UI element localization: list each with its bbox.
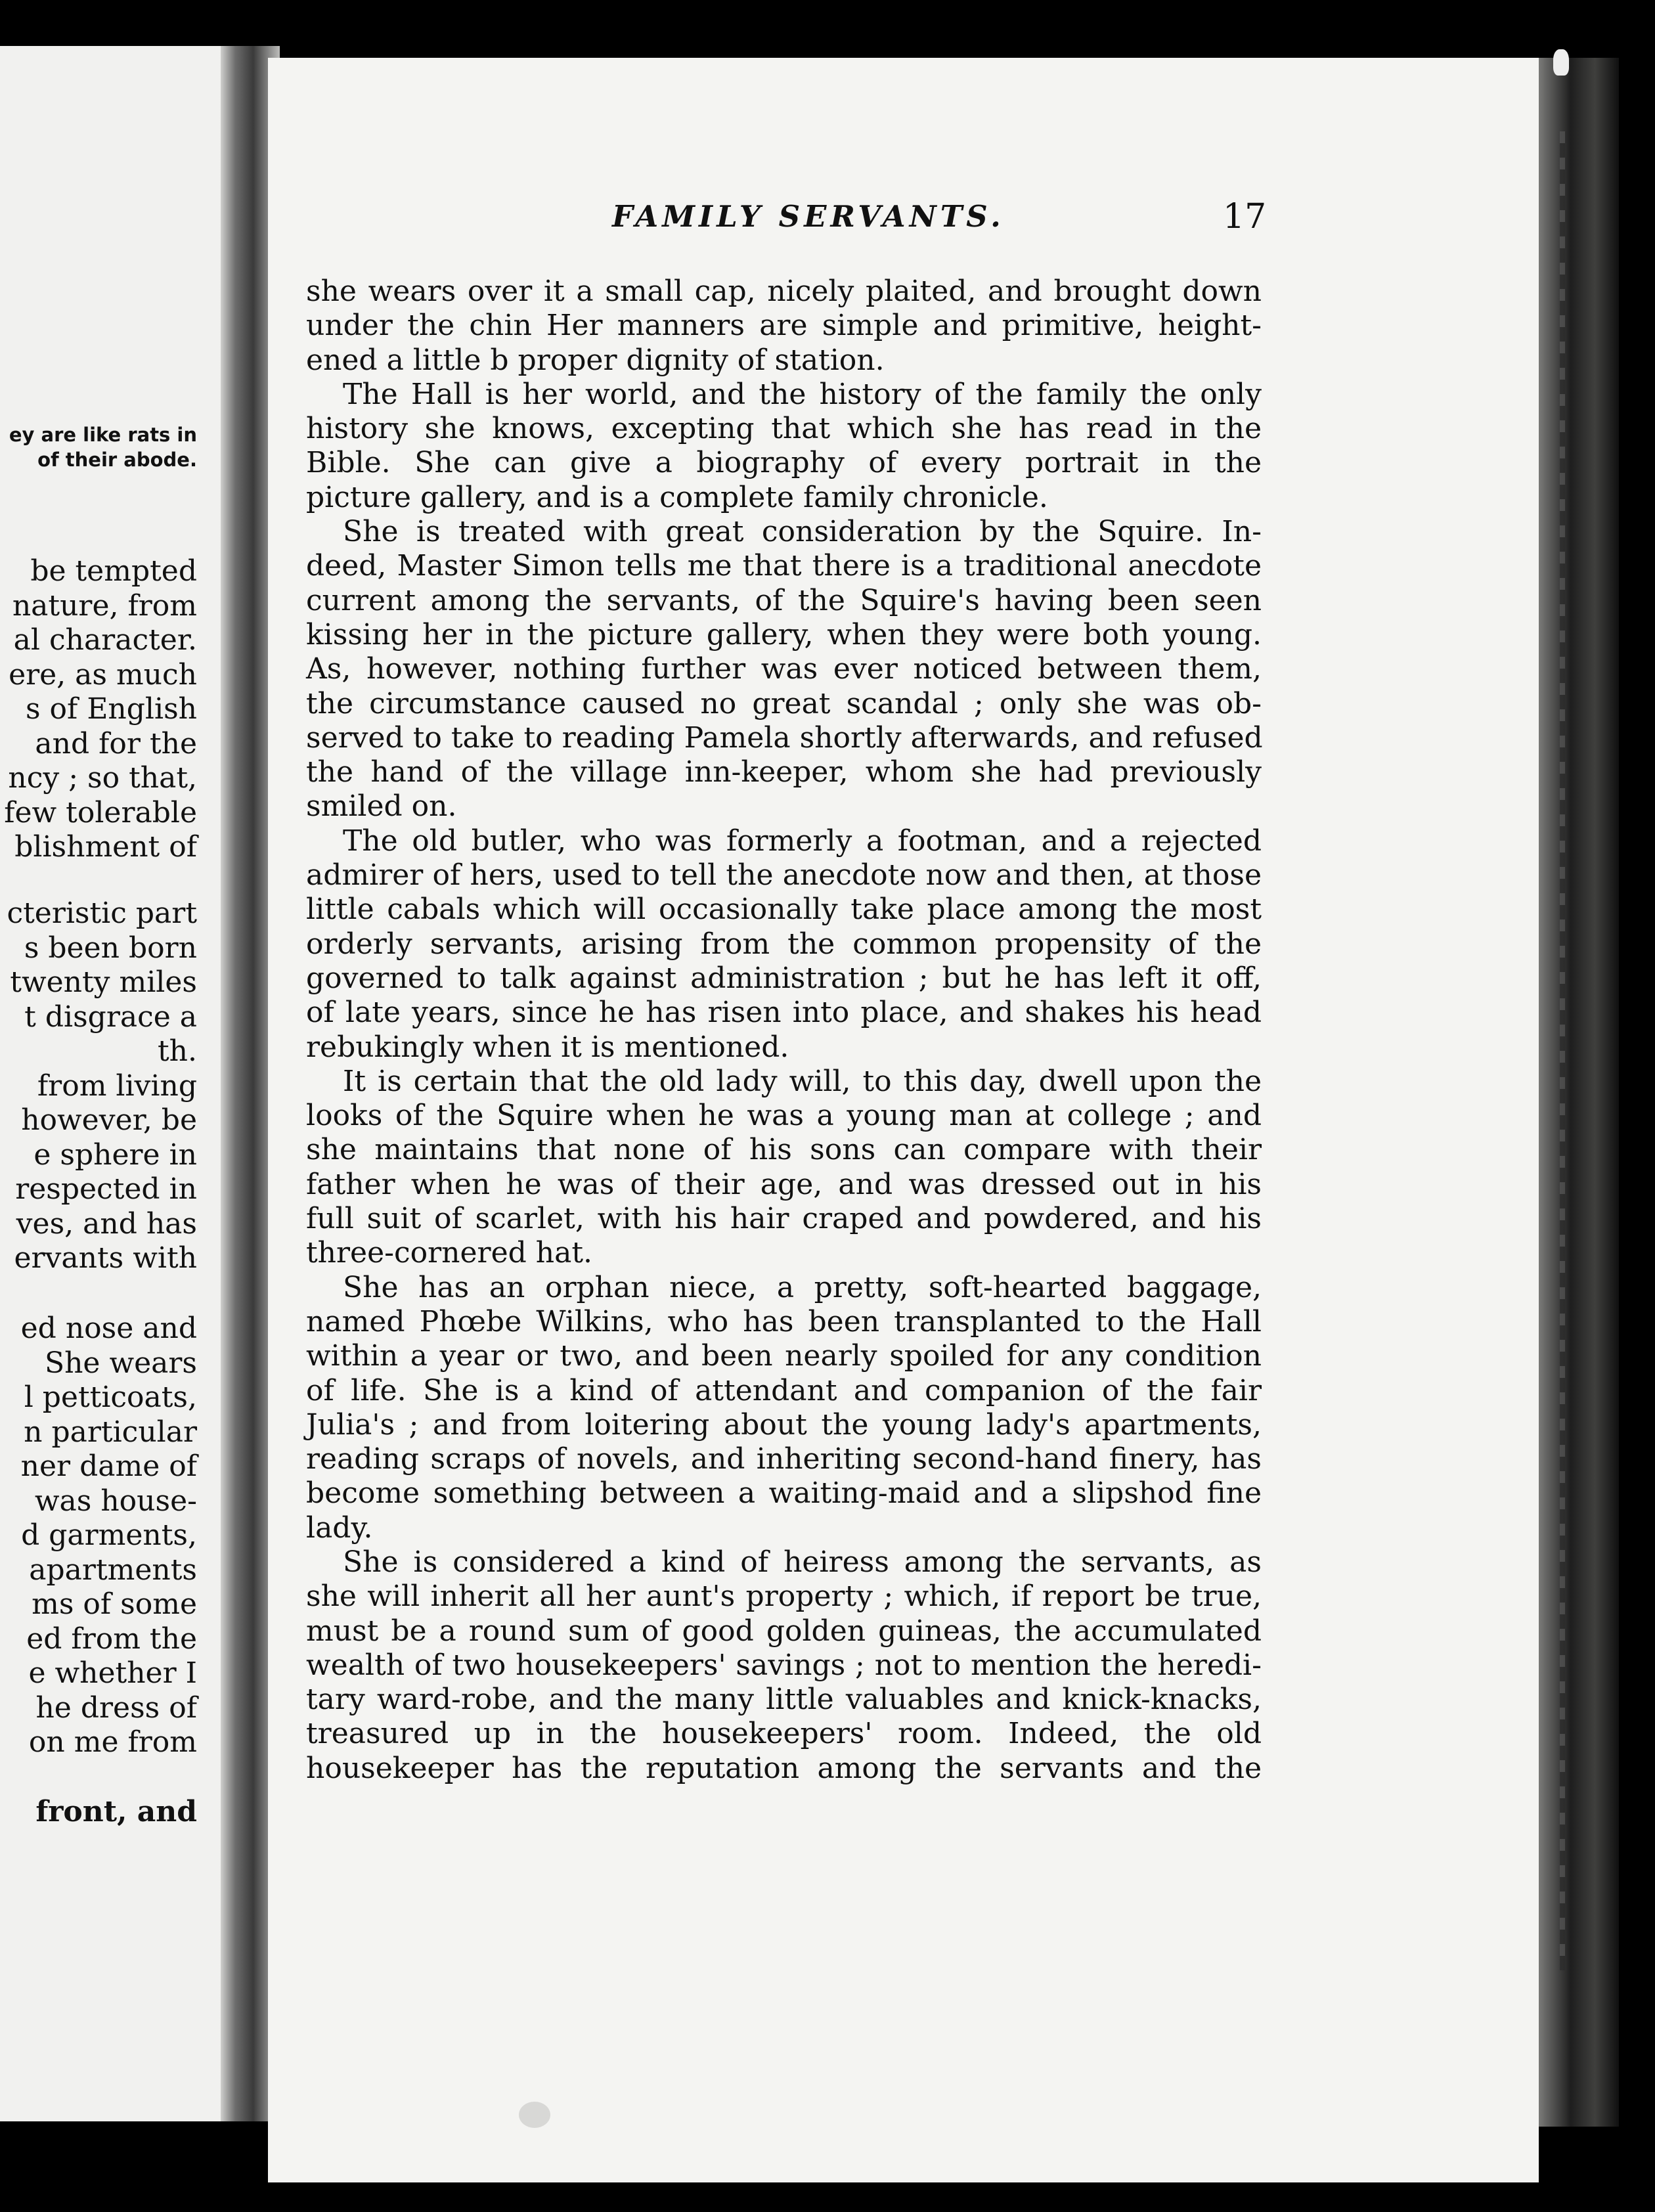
text-line: the circumstance caused no great scandal ; only she was ob- [306, 686, 1262, 720]
paragraph [306, 515, 1262, 824]
text-line: ened a little b proper dignity of station. [306, 343, 885, 377]
left-line: ed from the [26, 1622, 197, 1656]
text-line: full suit of scarlet, with his hair craped and powdered, and his [306, 1202, 1262, 1236]
left-line: respected in [15, 1172, 197, 1206]
text-line: reading scraps of novels, and inheriting second-hand finery, has [306, 1442, 1262, 1476]
text-line: orderly servants, arising from the common propensity of the [306, 927, 1262, 961]
text-line: lady. [306, 1511, 373, 1545]
left-line: l petticoats, [24, 1381, 197, 1414]
left-line: front, and [35, 1795, 197, 1828]
left-footnote-line: ey are like rats in [9, 424, 197, 446]
left-line: be tempted [30, 554, 197, 588]
left-line: from living [37, 1069, 197, 1103]
text-line: smiled on. [306, 789, 457, 824]
text-line: under the chin Her manners are simple and primitive, height- [306, 309, 1262, 343]
left-line: ervants with [14, 1241, 197, 1275]
text-line: named Phœbe Wilkins, who has been transplanted to the Hall [306, 1304, 1262, 1338]
left-line: ves, and has [16, 1206, 197, 1241]
page-number: 17 [1223, 197, 1267, 236]
page-edge-texture [1560, 131, 1565, 1970]
text-line: looks of the Squire when he was a young man at college ; and [306, 1099, 1262, 1133]
left-page [0, 46, 229, 2121]
text-line: wealth of two housekeepers' savings ; not to mention the heredi- [306, 1648, 1262, 1682]
text-line: of life. She is a kind of attendant and companion of the fair [306, 1373, 1262, 1407]
text-line: history she knows, excepting that which she has read in the [306, 412, 1262, 446]
scan-smudge [519, 2102, 550, 2128]
text-line: she maintains that none of his sons can compare with their [306, 1133, 1262, 1167]
left-line: ms of some [32, 1587, 197, 1621]
left-line: th. [157, 1034, 197, 1068]
left-line: ncy ; so that, [8, 761, 197, 795]
text-line: As, however, nothing further was ever noticed between them, [306, 652, 1262, 686]
left-line: d garments, [21, 1518, 197, 1552]
left-line: ere, as much [9, 657, 197, 692]
left-line: s been born [24, 931, 197, 965]
left-block-a [0, 554, 197, 865]
text-line: she wears over it a small cap, nicely plaited, and brought down [306, 275, 1262, 308]
paragraph [306, 378, 1262, 515]
left-line: on me from [28, 1725, 197, 1759]
left-line: nature, from [12, 588, 197, 623]
text-line: of late years, since he has risen into place, and shakes his head [306, 996, 1262, 1030]
left-line: n particular [24, 1415, 197, 1449]
text-line: within a year or two, and been nearly spoiled for any condition [306, 1339, 1262, 1373]
left-line: t disgrace a [24, 1000, 197, 1034]
text-line: rebukingly when it is mentioned. [306, 1030, 789, 1064]
left-line: e sphere in [33, 1138, 197, 1172]
text-line: She is considered a kind of heiress among the servants, as [343, 1545, 1262, 1579]
body-text [306, 275, 1262, 1786]
left-line: and for the [35, 726, 197, 761]
left-line: ner dame of [20, 1449, 197, 1483]
left-block-c [0, 1312, 197, 1760]
text-line: The old butler, who was formerly a footman, and a rejected [343, 824, 1262, 858]
left-page-footnote [0, 422, 197, 472]
text-line: little cabals which will occasionally take place among the most [306, 893, 1262, 927]
text-line: Julia's ; and from loitering about the young lady's apartments, [306, 1407, 1262, 1442]
text-line: treasured up in the housekeepers' room. Indeed, the old [306, 1717, 1262, 1751]
text-line: She is treated with great consideration by the Squire. In- [343, 515, 1262, 549]
text-line: the hand of the village inn-keeper, whom she had previously [306, 755, 1262, 789]
left-line: e whether I [28, 1656, 197, 1690]
paragraph [306, 824, 1262, 1065]
corner-mark [1553, 49, 1569, 76]
left-line: ed nose and [20, 1312, 197, 1345]
left-line: twenty miles [10, 965, 197, 999]
running-title: FAMILY SERVANTS. [612, 199, 1005, 234]
text-line: must be a round sum of good golden guineas, the accumulated [306, 1614, 1262, 1648]
text-line: housekeeper has the reputation among the servants and the [306, 1751, 1262, 1785]
text-line: current among the servants, of the Squire's having been seen [306, 583, 1262, 617]
text-line: three-cornered hat. [306, 1236, 593, 1270]
paragraph [306, 1545, 1262, 1786]
left-line: few tolerable [4, 795, 197, 830]
text-line: picture gallery, and is a complete family chronicle. [306, 480, 1048, 514]
text-line: tary ward-robe, and the many little valuables and knick-knacks, [306, 1683, 1262, 1717]
paragraph [306, 1271, 1262, 1545]
left-line: cteristic part [7, 896, 197, 930]
text-line: admirer of hers, used to tell the anecdote now and then, at those [306, 858, 1262, 893]
left-line: She wears [44, 1346, 197, 1380]
text-line: She has an orphan niece, a pretty, soft-hearted baggage, [343, 1270, 1262, 1304]
left-block-d [0, 1795, 197, 1830]
paragraph [306, 1065, 1262, 1271]
text-line: served to take to reading Pamela shortly afterwards, and refused [306, 720, 1263, 755]
left-line: s of English [25, 692, 197, 726]
text-line: she will inherit all her aunt's property ; which, if report be true, [306, 1580, 1262, 1614]
left-line: blishment of [14, 830, 197, 864]
text-line: deed, Master Simon tells me that there is a traditional anecdote [306, 549, 1262, 583]
left-line: he dress of [35, 1691, 197, 1725]
text-line: governed to talk against administration ; but he has left it off, [306, 961, 1262, 995]
paragraph [306, 275, 1262, 378]
text-line: It is certain that the old lady will, to this day, dwell upon the [343, 1064, 1262, 1098]
left-footnote-line: of their abode. [37, 449, 197, 471]
text-line: become something between a waiting-maid and a slipshod fine [306, 1476, 1262, 1511]
left-line: apartments [29, 1553, 197, 1587]
text-line: The Hall is her world, and the history of the family the only [343, 377, 1262, 411]
page-edge [1539, 58, 1619, 2127]
text-line: father when he was of their age, and was dressed out in his [306, 1167, 1262, 1201]
left-line: al character. [13, 623, 197, 657]
left-line: was house- [34, 1484, 197, 1518]
text-line: Bible. She can give a biography of every portrait in the [306, 446, 1262, 480]
left-block-b [0, 896, 197, 1276]
text-line: kissing her in the picture gallery, when they were both young. [306, 617, 1262, 652]
left-line: however, be [21, 1103, 197, 1137]
